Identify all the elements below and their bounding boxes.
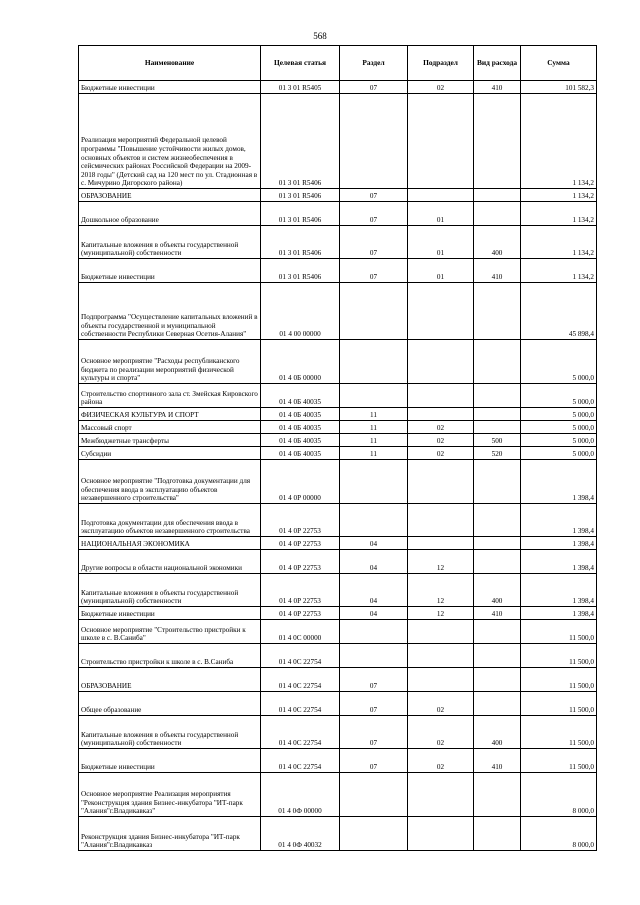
row-target-article: 01 3 01 R5406 [261, 189, 340, 202]
row-sum: 5 000,0 [521, 408, 597, 421]
row-subsection: 02 [408, 692, 474, 716]
row-name: НАЦИОНАЛЬНАЯ ЭКОНОМИКА [79, 537, 261, 550]
row-subsection: 01 [408, 259, 474, 283]
row-section: 11 [340, 434, 408, 447]
row-subsection: 02 [408, 81, 474, 94]
row-name: Дошкольное образование [79, 202, 261, 226]
table-row [79, 773, 597, 817]
row-sum: 1 134,2 [521, 202, 597, 226]
header-expense-type: Вид расхода [474, 46, 521, 81]
row-sum: 11 500,0 [521, 716, 597, 749]
row-section: 11 [340, 447, 408, 460]
page-number: 568 [313, 31, 327, 41]
header-name: Наименование [79, 46, 261, 81]
row-name: Капитальные вложения в объекты государственной (муниципальной) собственности [79, 716, 261, 749]
row-name: Реализация мероприятий Федеральной целевой программы "Повышение устойчивости жилых домов, основных объектов и систем жизнеобеспечения в сейсмических районах Российской Федерации на 2009-2018 годы" (Детский сад на 120 мест по ул. Стадионная в с. Мичурино Дигорского района) [79, 94, 261, 189]
row-target-article: 01 4 0С 22754 [261, 716, 340, 749]
row-sum: 1 398,4 [521, 460, 597, 504]
row-section: 11 [340, 421, 408, 434]
row-sum: 8 000,0 [521, 817, 597, 851]
row-sum: 5 000,0 [521, 384, 597, 408]
row-subsection [408, 94, 474, 189]
row-section [340, 817, 408, 851]
row-name: Бюджетные инвестиции [79, 81, 261, 94]
row-target-article: 01 4 0Б 40035 [261, 408, 340, 421]
row-target-article: 01 4 0Б 40035 [261, 421, 340, 434]
row-expense-type [474, 421, 521, 434]
row-name: Подготовка документации для обеспечения ввода в эксплуатацию объектов незавершенного строительства [79, 504, 261, 537]
row-expense-type [474, 283, 521, 340]
table-row [79, 226, 597, 259]
table-row [79, 749, 597, 773]
row-section: 07 [340, 716, 408, 749]
row-section: 04 [340, 574, 408, 607]
row-name: Основное мероприятие "Подготовка документации для обеспечения ввода в эксплуатацию объектов незавершенного строительства" [79, 460, 261, 504]
row-section: 07 [340, 692, 408, 716]
row-subsection [408, 644, 474, 668]
row-target-article: 01 4 0Ф 00000 [261, 773, 340, 817]
row-sum: 11 500,0 [521, 644, 597, 668]
row-section [340, 384, 408, 408]
row-subsection [408, 408, 474, 421]
row-name: Другие вопросы в области национальной экономики [79, 550, 261, 574]
row-sum: 1 398,4 [521, 574, 597, 607]
row-section: 04 [340, 550, 408, 574]
row-expense-type [474, 408, 521, 421]
row-sum: 11 500,0 [521, 620, 597, 644]
row-sum: 1 398,4 [521, 504, 597, 537]
row-target-article: 01 4 0Р 22753 [261, 607, 340, 620]
row-expense-type: 520 [474, 447, 521, 460]
row-target-article: 01 4 0Р 00000 [261, 460, 340, 504]
table-row [79, 202, 597, 226]
row-name: ФИЗИЧЕСКАЯ КУЛЬТУРА И СПОРТ [79, 408, 261, 421]
table-row [79, 340, 597, 384]
row-name: ОБРАЗОВАНИЕ [79, 668, 261, 692]
table-row [79, 94, 597, 189]
row-expense-type: 410 [474, 749, 521, 773]
row-name: Капитальные вложения в объекты государственной (муниципальной) собственности [79, 574, 261, 607]
row-target-article: 01 4 0Р 22753 [261, 537, 340, 550]
row-subsection: 02 [408, 447, 474, 460]
row-name: Строительство пристройки к школе в с. В.Саниба [79, 644, 261, 668]
row-subsection: 12 [408, 607, 474, 620]
row-subsection [408, 620, 474, 644]
row-subsection [408, 384, 474, 408]
row-target-article: 01 4 0С 22754 [261, 692, 340, 716]
row-expense-type [474, 692, 521, 716]
row-section: 04 [340, 537, 408, 550]
row-name: Основное мероприятие Реализация мероприятия "Реконструкция здания Бизнес-инкубатора "ИТ-парк "Алания"г.Владикавказ" [79, 773, 261, 817]
table-row [79, 692, 597, 716]
table-header-row [79, 46, 597, 81]
row-name: Бюджетные инвестиции [79, 607, 261, 620]
row-expense-type [474, 340, 521, 384]
table-row [79, 283, 597, 340]
row-target-article: 01 4 0С 00000 [261, 620, 340, 644]
row-expense-type [474, 460, 521, 504]
row-target-article: 01 4 0Р 22753 [261, 504, 340, 537]
row-subsection [408, 340, 474, 384]
row-expense-type [474, 644, 521, 668]
row-sum: 5 000,0 [521, 447, 597, 460]
table-row [79, 447, 597, 460]
row-name: Основное мероприятие "Расходы республиканского бюджета по реализации мероприятий физической культуры и спорта" [79, 340, 261, 384]
table-row [79, 189, 597, 202]
row-expense-type: 400 [474, 226, 521, 259]
row-target-article: 01 3 01 R5406 [261, 202, 340, 226]
table-row [79, 460, 597, 504]
row-target-article: 01 4 0Б 40035 [261, 434, 340, 447]
row-name: Массовый спорт [79, 421, 261, 434]
row-name: Межбюджетные трансферты [79, 434, 261, 447]
row-target-article: 01 4 0С 22754 [261, 668, 340, 692]
row-section [340, 283, 408, 340]
table-row [79, 574, 597, 607]
row-expense-type [474, 202, 521, 226]
row-expense-type [474, 504, 521, 537]
row-section [340, 94, 408, 189]
header-sum: Сумма [521, 46, 597, 81]
row-subsection: 01 [408, 202, 474, 226]
row-subsection: 02 [408, 421, 474, 434]
row-sum: 45 898,4 [521, 283, 597, 340]
row-target-article: 01 3 01 R5405 [261, 81, 340, 94]
row-sum: 5 000,0 [521, 340, 597, 384]
row-section: 07 [340, 668, 408, 692]
row-expense-type [474, 773, 521, 817]
table-row [79, 81, 597, 94]
table-row [79, 434, 597, 447]
row-subsection [408, 773, 474, 817]
table-row [79, 421, 597, 434]
row-sum: 8 000,0 [521, 773, 597, 817]
row-sum: 1 134,2 [521, 259, 597, 283]
row-target-article: 01 4 0Б 00000 [261, 340, 340, 384]
row-section: 07 [340, 202, 408, 226]
table-row [79, 716, 597, 749]
table-row [79, 607, 597, 620]
row-sum: 1 398,4 [521, 537, 597, 550]
row-section: 07 [340, 81, 408, 94]
row-sum: 1 398,4 [521, 607, 597, 620]
row-subsection [408, 460, 474, 504]
row-name: Реконструкция здания Бизнес-инкубатора "ИТ-парк "Алания"г.Владикавказ [79, 817, 261, 851]
row-section [340, 620, 408, 644]
row-section [340, 340, 408, 384]
row-subsection [408, 283, 474, 340]
row-subsection [408, 537, 474, 550]
row-name: Подпрограмма "Осуществление капитальных вложений в объекты государственной и муниципальной собственности Республики Северная Осетия-Алания" [79, 283, 261, 340]
header-subsection: Подраздел [408, 46, 474, 81]
row-target-article: 01 4 0Б 40035 [261, 447, 340, 460]
row-target-article: 01 3 01 R5406 [261, 259, 340, 283]
row-sum: 11 500,0 [521, 668, 597, 692]
table-row [79, 668, 597, 692]
row-expense-type [474, 537, 521, 550]
row-target-article: 01 4 0Б 40035 [261, 384, 340, 408]
row-name: Основное мероприятие "Строительство пристройки к школе в с. В.Саниба" [79, 620, 261, 644]
row-expense-type [474, 817, 521, 851]
row-name: Общее образование [79, 692, 261, 716]
row-subsection: 02 [408, 716, 474, 749]
header-target-article: Целевая статья [261, 46, 340, 81]
table-row [79, 384, 597, 408]
row-expense-type [474, 550, 521, 574]
row-subsection: 12 [408, 550, 474, 574]
row-section: 07 [340, 189, 408, 202]
row-expense-type: 410 [474, 607, 521, 620]
row-section [340, 460, 408, 504]
row-name: Бюджетные инвестиции [79, 259, 261, 283]
row-section: 07 [340, 226, 408, 259]
row-section [340, 644, 408, 668]
header-section: Раздел [340, 46, 408, 81]
row-target-article: 01 4 0Р 22753 [261, 574, 340, 607]
row-sum: 1 398,4 [521, 550, 597, 574]
row-expense-type: 410 [474, 81, 521, 94]
row-expense-type [474, 620, 521, 644]
row-target-article: 01 4 0С 22754 [261, 749, 340, 773]
row-sum: 5 000,0 [521, 421, 597, 434]
row-target-article: 01 4 0Ф 40032 [261, 817, 340, 851]
row-expense-type [474, 189, 521, 202]
table-row [79, 504, 597, 537]
row-sum: 1 134,2 [521, 189, 597, 202]
row-expense-type: 410 [474, 259, 521, 283]
row-subsection [408, 668, 474, 692]
row-subsection [408, 504, 474, 537]
row-section: 11 [340, 408, 408, 421]
row-expense-type [474, 94, 521, 189]
row-section: 07 [340, 259, 408, 283]
row-subsection: 02 [408, 749, 474, 773]
row-section: 04 [340, 607, 408, 620]
row-expense-type [474, 384, 521, 408]
table-row [79, 259, 597, 283]
row-subsection [408, 189, 474, 202]
row-expense-type: 400 [474, 716, 521, 749]
row-subsection: 02 [408, 434, 474, 447]
row-sum: 1 134,2 [521, 226, 597, 259]
row-target-article: 01 3 01 R5406 [261, 226, 340, 259]
row-section [340, 504, 408, 537]
row-name: Субсидии [79, 447, 261, 460]
row-sum: 5 000,0 [521, 434, 597, 447]
row-subsection: 01 [408, 226, 474, 259]
table-row [79, 408, 597, 421]
table-row [79, 620, 597, 644]
row-sum: 11 500,0 [521, 749, 597, 773]
row-sum: 101 582,3 [521, 81, 597, 94]
row-subsection [408, 817, 474, 851]
table-row [79, 817, 597, 851]
row-subsection: 12 [408, 574, 474, 607]
row-expense-type [474, 668, 521, 692]
table-row [79, 644, 597, 668]
row-expense-type: 500 [474, 434, 521, 447]
row-target-article: 01 4 0С 22754 [261, 644, 340, 668]
row-target-article: 01 4 0Р 22753 [261, 550, 340, 574]
table-row [79, 537, 597, 550]
row-name: Капитальные вложения в объекты государственной (муниципальной) собственности [79, 226, 261, 259]
row-target-article: 01 3 01 R5406 [261, 94, 340, 189]
row-target-article: 01 4 00 00000 [261, 283, 340, 340]
row-sum: 1 134,2 [521, 94, 597, 189]
table-row [79, 550, 597, 574]
row-sum: 11 500,0 [521, 692, 597, 716]
row-name: Строительство спортивного зала ст. Змейская Кировского района [79, 384, 261, 408]
row-section [340, 773, 408, 817]
row-section: 07 [340, 749, 408, 773]
row-name: ОБРАЗОВАНИЕ [79, 189, 261, 202]
row-expense-type: 400 [474, 574, 521, 607]
budget-table [78, 45, 597, 851]
row-name: Бюджетные инвестиции [79, 749, 261, 773]
